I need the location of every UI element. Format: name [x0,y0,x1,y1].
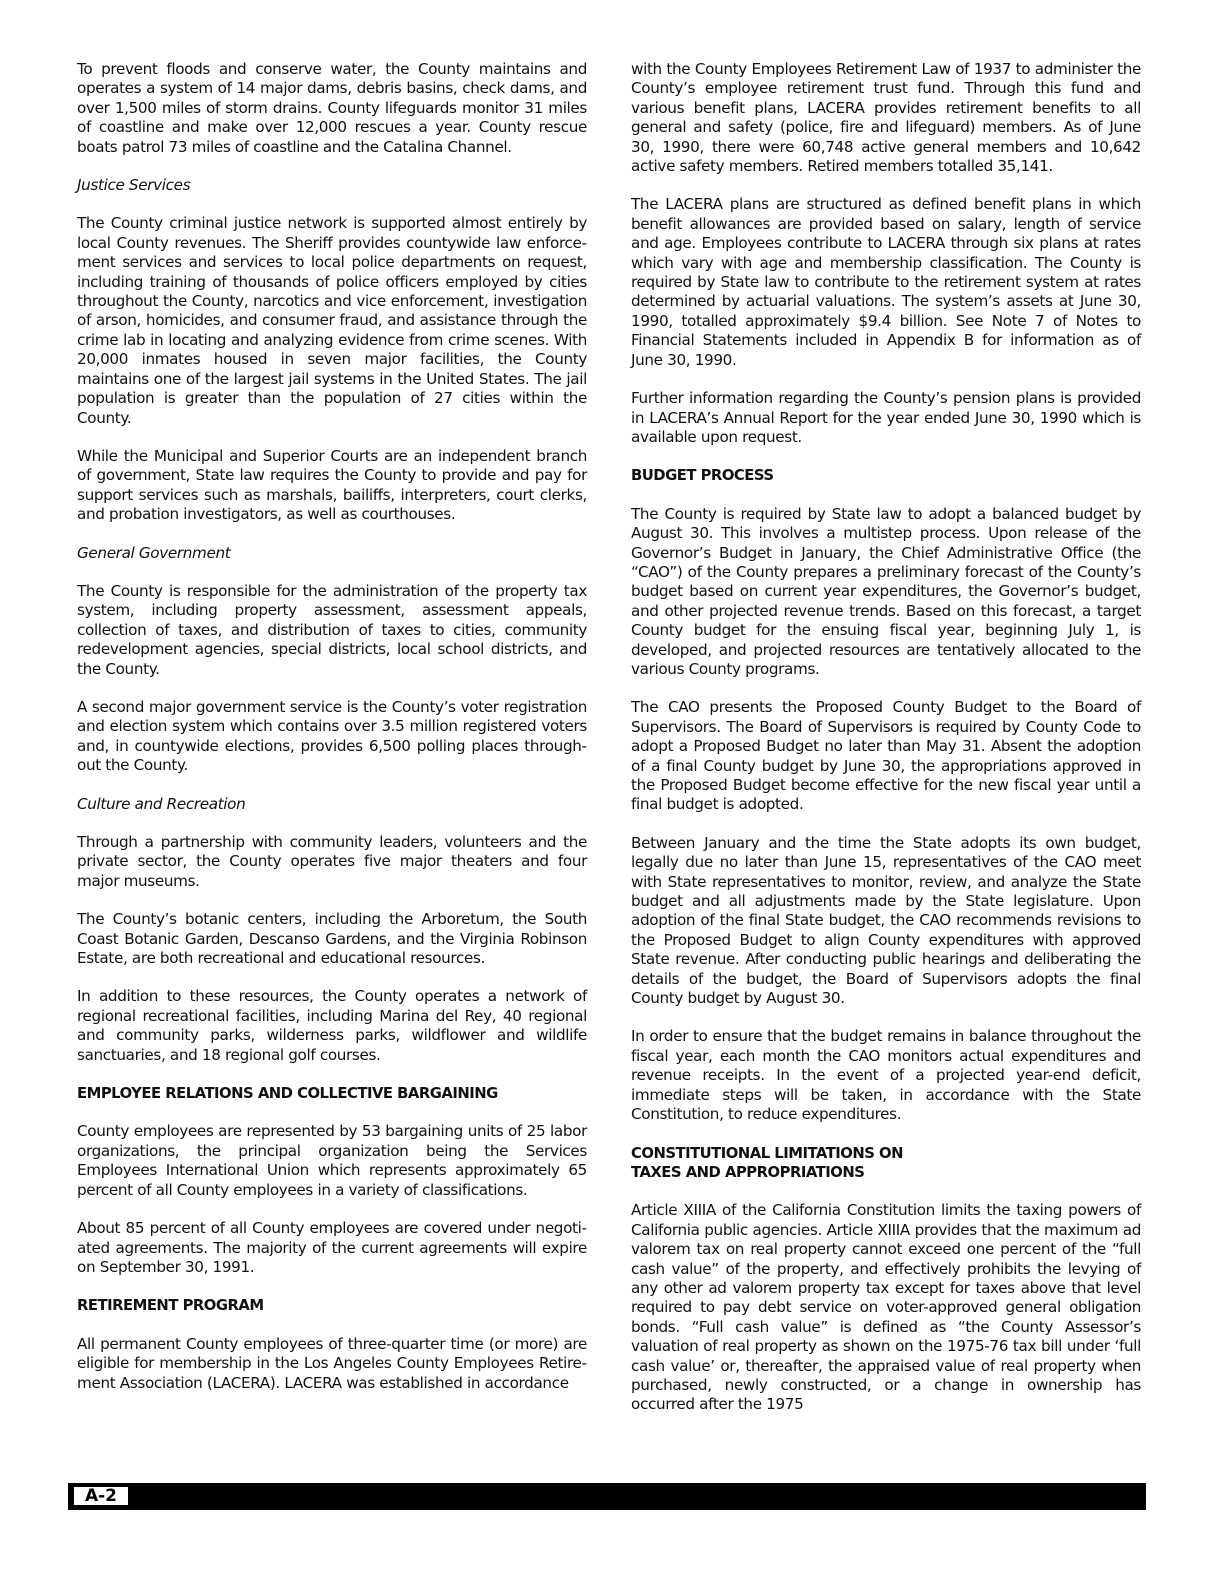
left-column [77,60,587,1412]
paragraph-article-xiiia: Article XIIIA of the California Constitution limits the taxing powers of California public agencies. Article XIIIA provides that the maximum ad valorem tax on real property cannot exceed one percent of the “full cash value” of the property, and effectively prohibits the levying of any other ad valorem property tax except for taxes above that level required to pay debt service on voter-approved general obligation bonds. “Full cash value” is defined as “the County Assessor’s valuation of real property as shown on the 1975-76 tax bill under ‘full cash value’ or, thereafter, the appraised value of real property when purchased, newly constructed, or a change in ownership has occurred after the 1975 [631,1201,1141,1414]
paragraph-pension-info: Further information regarding the County’s pension plans is provided in LACERA’s Annual Report for the year ended June 30, 1990 which is available upon request. [631,389,1141,446]
paragraph-lacera-plans: The LACERA plans are structured as defined benefit plans in which benefit allowances are provided based on salary, length of service and age. Employees contribute to LACERA through six plans at rates which vary with age and membership classification. The County is required by State law to contribute to the retirement system at rates determined by actuarial valuations. The system’s assets at June 30, 1990, totalled approximately $9.4 billion. See Note 7 of Notes to Financial Statements included in Appendix B for information as of June 30, 1990. [631,195,1141,369]
paragraph-criminal-justice: The County criminal justice network is supported almost entirely by local County revenues. The Sheriff provides countywide law enforcement services and services to local police departments on request, including training of thousands of police officers employed by cities throughout the County, narcotics and vice enforcement, investigation of arson, homicides, and consumer fraud, and assistance through the crime lab in locating and analyzing evidence from crime scenes. With 20,000 inmates housed in seven major facilities, the County maintains one of the largest jail systems in the United States. The jail population is greater than the population of 27 cities within the County. [77,214,587,427]
subheading-justice-services: Justice Services [77,176,191,195]
paragraph-theaters-museums: Through a partnership with community leaders, volunteers and the private sector, the County operates five major theaters and four major museums. [77,833,587,890]
paragraph-budget-balance: In order to ensure that the budget remains in balance throughout the fiscal year, each month the CAO monitors actual expenditures and revenue receipts. In the event of a projected year-end deficit, immediate steps will be taken, in accordance with the State Constitution, to reduce expenditures. [631,1027,1141,1124]
paragraph-bargaining-units: County employees are represented by 53 bargaining units of 25 labor organizations, the principal organization being the Services Employees International Union which represents approximately 65 percent of all County employees in a variety of classifications. [77,1122,587,1199]
subheading-general-government: General Government [77,543,231,562]
heading-constitutional-limitations [631,1144,1141,1183]
paragraph-voter-registration: A second major government service is the County’s voter registration and election system which contains over 3.5 million registered voters and, in countywide elections, provides 6,500 polling places throughout the County. [77,697,587,775]
footer-bar [68,1483,1146,1510]
paragraph-botanic-centers: The County’s botanic centers, including the Arboretum, the South Coast Botanic Garden, Descanso Gardens, and the Virginia Robinson Estate, are both recreational and educational resources. [77,910,587,968]
right-column [631,60,1141,1434]
page-number: A-2 [72,1485,130,1507]
paragraph-courts: While the Municipal and Superior Courts are an independent branch of government, State law requires the County to provide and pay for support services such as marshals, bailiffs, interpreters, court clerks, and probation investigators, as well as courthouses. [77,446,587,524]
heading-line-1: CONSTITUTIONAL LIMITATIONS ON [631,1144,904,1162]
subheading-culture-recreation: Culture and Recreation [77,794,246,813]
paragraph-negotiated-agreements: About 85 percent of all County employees are covered under negotiated agreements. The majority of the current agreements will expire on September 30, 1991. [77,1219,587,1276]
paragraph-flood-control: To prevent floods and conserve water, the County maintains and operates a system of 14 major dams, debris basins, check dams, and over 1,500 miles of storm drains. County lifeguards monitor 31 miles of coastline and make over 12,000 rescues a year. County rescue boats patrol 73 miles of coastline and the Catalina Channel. [77,60,587,156]
heading-budget-process: BUDGET PROCESS [631,467,774,485]
paragraph-lacera-membership: All permanent County employees of three-quarter time (or more) are eligible for membership in the Los Angeles County Employees Retirement Association (LACERA). LACERA was established in accordance [77,1334,587,1392]
paragraph-property-tax: The County is responsible for the administration of the property tax system, including property assessment, assessment appeals, collection of taxes, and distribution of taxes to cities, community redevelopment agencies, special districts, local school districts, and the County. [77,581,587,678]
paragraph-recreational-facilities: In addition to these resources, the County operates a network of regional recreational facilities, including Marina del Rey, 40 regional and community parks, wilderness parks, wildflower and wildlife sanctuaries, and 18 regional golf courses. [77,987,587,1064]
heading-employee-relations: EMPLOYEE RELATIONS AND COLLECTIVE BARGAINING [77,1085,498,1103]
paragraph-state-budget: Between January and the time the State adopts its own budget, legally due no later than June 15, representatives of the CAO meet with State representatives to monitor, review, and analyze the State budget and all adjustments made by the State legislature. Upon adoption of the final State budget, the CAO recommends revisions to the Proposed Budget to align County expenditures with approved State revenue. After conducting public hearings and deliberating the details of the budget, the Board of Supervisors adopts the final County budget by August 30. [631,833,1141,1008]
heading-line-2: TAXES AND APPROPRIATIONS [631,1163,865,1181]
paragraph-lacera-administration: with the County Employees Retirement Law of 1937 to administer the County’s employee retirement trust fund. Through this fund and various benefit plans, LACERA provides retirement benefits to all general and safety (police, fire and lifeguard) members. As of June 30, 1990, there were 60,748 active general members and 10,642 active safety members. Retired members totalled 35,141. [631,60,1141,176]
paragraph-balanced-budget: The County is required by State law to adopt a balanced budget by August 30. This involves a multistep process. Upon release of the Governor’s Budget in January, the Chief Administrative Office (the “CAO”) of the County prepares a preliminary forecast of the County’s budget based on current year expenditures, the Governor’s budget, and other projected revenue trends. Based on this forecast, a target County budget for the ensuing fiscal year, beginning July 1, is developed, and projected resources are tentatively allocated to the various County programs. [631,504,1141,678]
heading-retirement-program: RETIREMENT PROGRAM [77,1297,264,1315]
paragraph-proposed-budget: The CAO presents the Proposed County Budget to the Board of Supervisors. The Board of Supervisors is required by County Code to adopt a Proposed Budget no later than May 31. Absent the adoption of a final County budget by June 30, the appropriations approved in the Proposed Budget become effective for the new fiscal year until a final budget is adopted. [631,698,1141,814]
